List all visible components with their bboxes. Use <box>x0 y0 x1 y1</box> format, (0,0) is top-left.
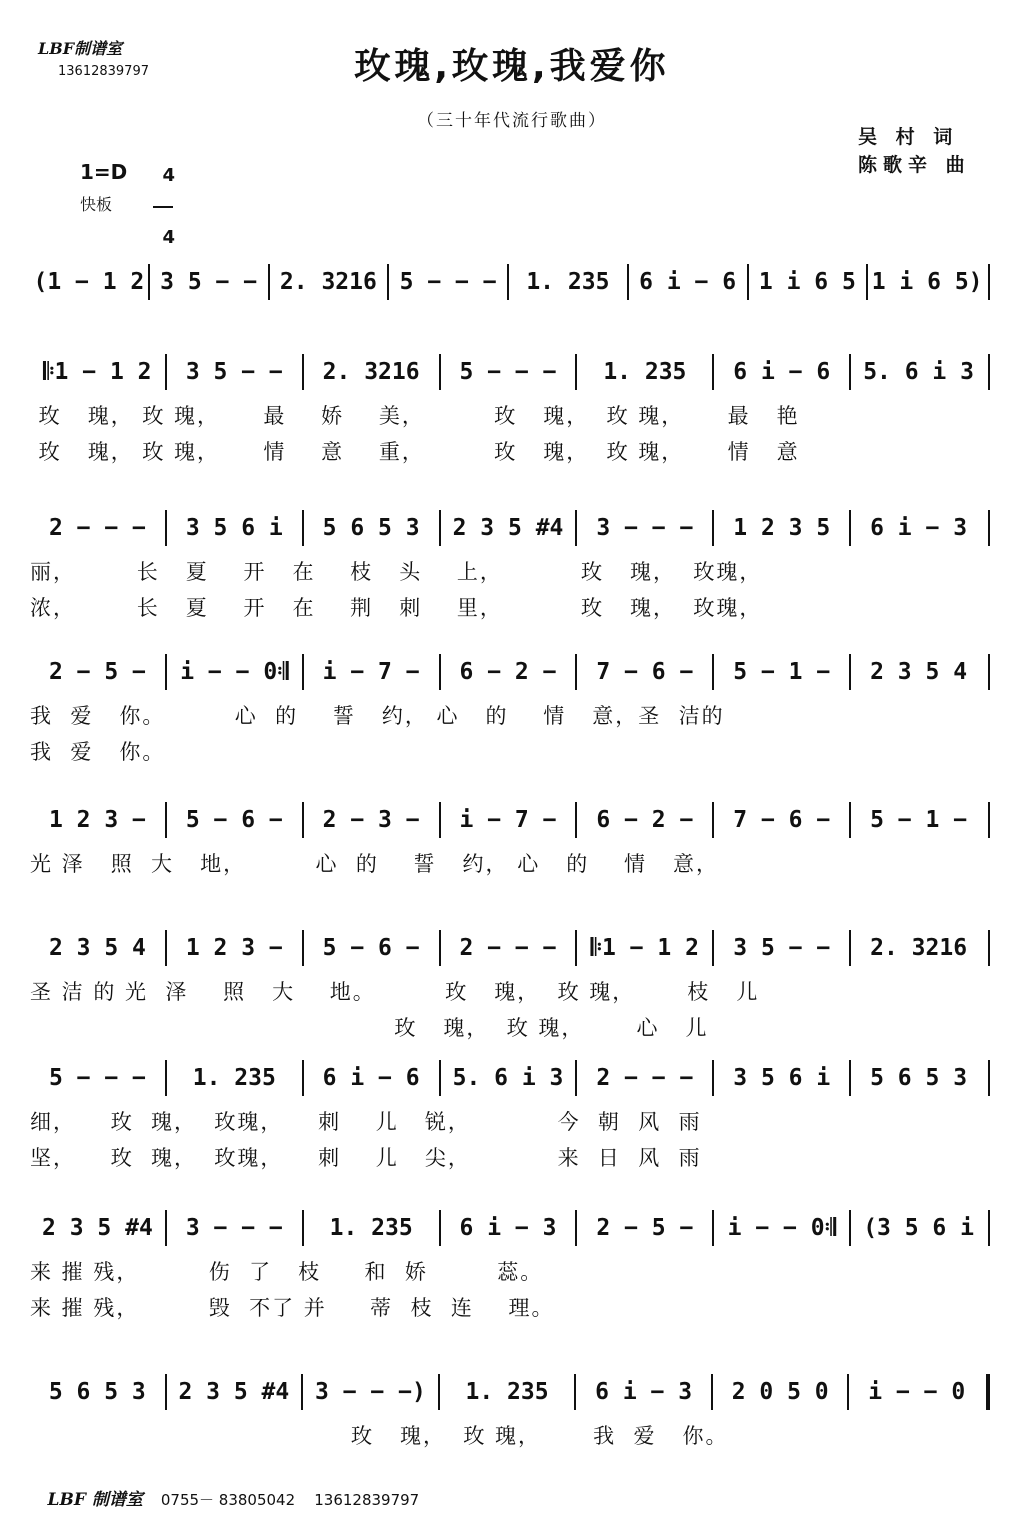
note-line <box>30 652 990 692</box>
key-signature: 1=D <box>80 160 128 184</box>
barline <box>988 264 990 300</box>
composer-credit: 陈歌辛 曲 <box>858 154 971 176</box>
measure: 1. 235 <box>192 1065 276 1091</box>
measure: 7 − 6 − <box>596 659 694 685</box>
measure: 6 i − 6 <box>322 1065 420 1091</box>
tempo-marking: 快板 <box>80 195 113 214</box>
measure: 2 − 5 − <box>48 659 146 685</box>
lyric-line-1: 玫 瑰， 玫 瑰， 最 娇 美， 玫 瑰， 玫 瑰， 最 艳 <box>30 404 800 428</box>
measure: 2 3 5 #4 <box>178 1379 290 1405</box>
note-line <box>30 262 990 302</box>
measure: 6 i − 3 <box>870 515 968 541</box>
footer-brand: LBF 制谱室 <box>47 1490 143 1510</box>
measure: 6 i − 3 <box>459 1215 557 1241</box>
barline <box>988 354 990 390</box>
measure: 5 − 1 − <box>733 659 831 685</box>
lyric-line-2: 坚， 玫 瑰， 玫瑰， 刺 儿 尖， 来 日 风 雨 <box>30 1146 702 1170</box>
measure: 2. 3216 <box>870 935 968 961</box>
measure: 𝄆1 − 1 2 <box>43 359 152 385</box>
barline <box>988 930 990 966</box>
note-line <box>30 1208 990 1248</box>
measure: 6 − 2 − <box>596 807 694 833</box>
note-line <box>30 800 990 840</box>
measure: 2. 3216 <box>322 359 420 385</box>
measure: 5. 6 i 3 <box>863 359 974 385</box>
footer-phone: 13612839797 <box>314 1491 420 1509</box>
lyric-line-1: 玫 瑰， 玫 瑰， 我 爱 你。 <box>30 1424 729 1448</box>
measure: i − 7 − <box>322 659 420 685</box>
lyric-line-1: 光 泽 照 大 地， 心 的 誓 约， 心 的 情 意， <box>30 852 719 876</box>
measure: 3 − − − <box>185 1215 283 1241</box>
time-signature <box>150 146 175 248</box>
measure: 5 − 6 − <box>322 935 420 961</box>
measure: 5 − − − <box>459 359 557 385</box>
measure: i − 7 − <box>459 807 557 833</box>
measure: 2 − − − <box>596 1065 694 1091</box>
measure: 1. 235 <box>465 1379 549 1405</box>
song-subtitle: （三十年代流行歌曲） <box>417 111 607 131</box>
lyric-line-2: 来 摧 残， 毁 不了 并 蒂 枝 连 理。 <box>30 1296 555 1320</box>
measure: 3 5 − − <box>160 269 258 295</box>
measure: 1. 235 <box>329 1215 413 1241</box>
measure: 5. 6 i 3 <box>452 1065 564 1091</box>
note-line <box>30 508 990 548</box>
measure: 5 − − − <box>399 269 497 295</box>
barline <box>988 1060 990 1096</box>
measure: 5 6 5 3 <box>322 515 420 541</box>
measure: 2 − 5 − <box>596 1215 694 1241</box>
measure: 5 − 6 − <box>185 807 283 833</box>
note-line <box>30 1372 990 1412</box>
barline <box>988 654 990 690</box>
measure: 2 − − − <box>459 935 557 961</box>
measure: 6 i − 6 <box>639 269 737 295</box>
time-top: 4 <box>162 165 176 186</box>
note-line <box>30 1058 990 1098</box>
lyric-line-2: 浓， 长 夏 开 在 荆 刺 里， 玫 瑰， 玫瑰， <box>30 596 763 620</box>
measure: 6 i − 3 <box>595 1379 693 1405</box>
measure: 1 i 6 5 <box>758 269 856 295</box>
measure: (3 5 6 i <box>863 1215 974 1241</box>
measure: 2 0 5 0 <box>731 1379 829 1405</box>
measure: 1 2 3 5 <box>733 515 831 541</box>
lyric-line-2: 玫 瑰， 玫 瑰， 心 儿 <box>30 1016 709 1040</box>
lyric-line-1: 我 爱 你。 心 的 誓 约， 心 的 情 意，圣 洁的 <box>30 704 725 728</box>
measure: 1. 235 <box>526 269 610 295</box>
lyric-line-2: 玫 瑰， 玫 瑰， 情 意 重， 玫 瑰， 玫 瑰， 情 意 <box>30 440 800 464</box>
measure: i − − 0𝄇 <box>180 659 289 685</box>
measure: 5 − − − <box>48 1065 146 1091</box>
measure: 𝄆1 − 1 2 <box>590 935 699 961</box>
barline <box>986 1374 990 1410</box>
lyric-line-1: 细， 玫 瑰， 玫瑰， 刺 儿 锐， 今 朝 风 雨 <box>30 1110 702 1134</box>
measure: 2 3 5 4 <box>870 659 968 685</box>
time-bottom: 4 <box>162 227 176 248</box>
note-line <box>30 352 990 392</box>
barline <box>988 802 990 838</box>
brand-logo: LBF制谱室 <box>38 39 123 58</box>
measure: i − − 0 <box>868 1379 966 1405</box>
footer <box>38 1467 419 1510</box>
measure: 3 − − − <box>596 515 694 541</box>
measure: 2 − − − <box>48 515 146 541</box>
measure: 7 − 6 − <box>733 807 831 833</box>
barline <box>988 1210 990 1246</box>
measure: 2. 3216 <box>279 269 377 295</box>
measure: 1. 235 <box>603 359 687 385</box>
measure: 1 2 3 − <box>48 807 146 833</box>
note-line <box>30 928 990 968</box>
measure: 5 − 1 − <box>870 807 968 833</box>
time-divider <box>153 206 173 208</box>
measure: 1 2 3 − <box>185 935 283 961</box>
measure: 3 5 − − <box>185 359 283 385</box>
measure: 5 6 5 3 <box>870 1065 968 1091</box>
footer-tel: 0755－ 83805042 <box>160 1491 296 1509</box>
lyric-line-1: 来 摧 残， 伤 了 枝 和 娇 蕊。 <box>30 1260 544 1284</box>
lyric-line-2: 我 爱 你。 <box>30 740 166 764</box>
measure: 3 5 − − <box>733 935 831 961</box>
measure: 6 i − 6 <box>733 359 831 385</box>
measure: 5 6 5 3 <box>48 1379 146 1405</box>
lyric-line-1: 圣 洁 的 光 泽 照 大 地。 玫 瑰， 玫 瑰， 枝 儿 <box>30 980 760 1004</box>
lyric-line-1: 丽， 长 夏 开 在 枝 头 上， 玫 瑰， 玫瑰， <box>30 560 763 584</box>
barline <box>988 510 990 546</box>
lyricist-credit: 吴 村 词 <box>858 126 959 148</box>
measure: 2 − 3 − <box>322 807 420 833</box>
header-phone: 13612839797 <box>58 64 149 79</box>
measure: 2 3 5 #4 <box>42 1215 153 1241</box>
measure: 6 − 2 − <box>459 659 557 685</box>
measure: 3 − − −) <box>315 1379 426 1405</box>
measure: 2 3 5 #4 <box>452 515 564 541</box>
measure: 3 5 6 i <box>733 1065 831 1091</box>
measure: (1 − 1 2 <box>33 269 145 295</box>
measure: 3 5 6 i <box>185 515 283 541</box>
measure: i − − 0𝄇 <box>727 1215 836 1241</box>
song-title: 玫瑰,玫瑰,我爱你 <box>354 46 670 87</box>
measure: 1 i 6 5) <box>871 269 983 295</box>
measure: 2 3 5 4 <box>48 935 146 961</box>
